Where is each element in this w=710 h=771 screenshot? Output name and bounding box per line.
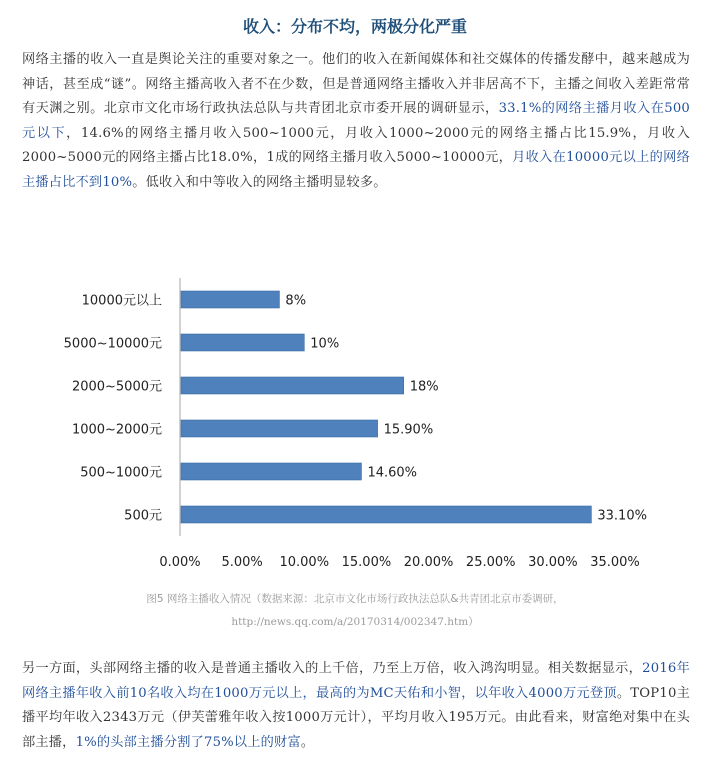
bar	[181, 463, 361, 480]
x-tick-label: 15.00%	[341, 555, 392, 570]
bar	[181, 334, 304, 351]
figure-caption-source-url: http://news.qq.com/a/20170314/002347.htm）	[231, 616, 479, 628]
highlighted-text: 1%的头部主播分割了75%以上的财富	[75, 734, 301, 750]
income-bar-chart	[40, 270, 680, 580]
text-run: 。	[300, 734, 315, 750]
x-tick-label: 0.00%	[159, 555, 201, 570]
highlighted-text: 2016年网络主播年收入前10名收入均在1000万元以上，最高的为MC天佑和小智，以年收入4000万元登顶	[22, 661, 690, 701]
y-tick-label: 500~1000元	[80, 465, 162, 481]
bar	[181, 420, 378, 437]
x-tick-label: 30.00%	[528, 555, 578, 570]
bar	[181, 377, 404, 394]
bar	[181, 291, 279, 308]
bar-data-label: 33.10%	[597, 508, 647, 524]
x-tick-label: 20.00%	[403, 555, 454, 570]
paragraph-top-streamers	[22, 657, 690, 755]
text-run: 。低收入和中等收入的网络主播明显较多。	[132, 174, 387, 190]
highlighted-text: 月收入在10000元以上的网络主播占比不到10%	[22, 150, 690, 190]
y-tick-label: 1000~2000元	[71, 422, 162, 438]
bar-data-label: 8%	[285, 293, 307, 309]
text-run: ，14.6%的网络主播月收入500~1000元，月收入1000~2000元的网络主播占比15.9%，月收入2000~5000元的网络主播占比18.0%，1成的网络主播月收入5000~10000元，	[22, 125, 690, 165]
x-tick-label: 35.00%	[590, 555, 640, 570]
y-tick-label: 500元	[124, 508, 162, 524]
bar-data-label: 18%	[409, 379, 439, 395]
figure-caption: 图5 网络主播收入情况（数据来源：北京市文化市场行政执法总队&共青团北京市委调研，	[146, 593, 564, 605]
y-tick-label: 5000~10000元	[63, 336, 162, 352]
bar-data-label: 10%	[310, 336, 340, 352]
paragraph-income-distribution	[22, 48, 690, 195]
bar	[181, 506, 591, 523]
y-tick-label: 2000~5000元	[71, 379, 162, 395]
x-tick-label: 5.00%	[221, 555, 263, 570]
bar-data-label: 15.90%	[383, 422, 434, 438]
text-run: 。TOP10主播平均年收入2343万元（伊芙蕾雅年收入按1000万元计），平均月收入195万元。由此看来，财富绝对集中在头部主播，	[22, 685, 690, 750]
text-run: 网络主播的收入一直是舆论关注的重要对象之一。他们的收入在新闻媒体和社交媒体的传播发酵中，越来越成为神话，甚至成“谜”。网络主播高收入者不在少数，但是普通网络主播收入并非居高不下，主播之间收入差距常常有天渊之别。北京市文化市场行政执法总队与共青团北京市委开展的调研显示，	[22, 52, 690, 116]
article-title: 收入：分布不均，两极分化严重	[242, 17, 467, 36]
x-tick-label: 25.00%	[465, 555, 516, 570]
text-run: 另一方面，头部网络主播的收入是普通主播收入的上千倍，乃至上万倍，收入鸿沟明显。相关数据显示，	[22, 661, 643, 676]
highlighted-text: 33.1%的网络主播月收入在500元以下	[22, 101, 690, 141]
bar-data-label: 14.60%	[367, 465, 418, 481]
y-tick-label: 10000元以上	[81, 293, 162, 309]
x-tick-label: 10.00%	[279, 555, 330, 570]
